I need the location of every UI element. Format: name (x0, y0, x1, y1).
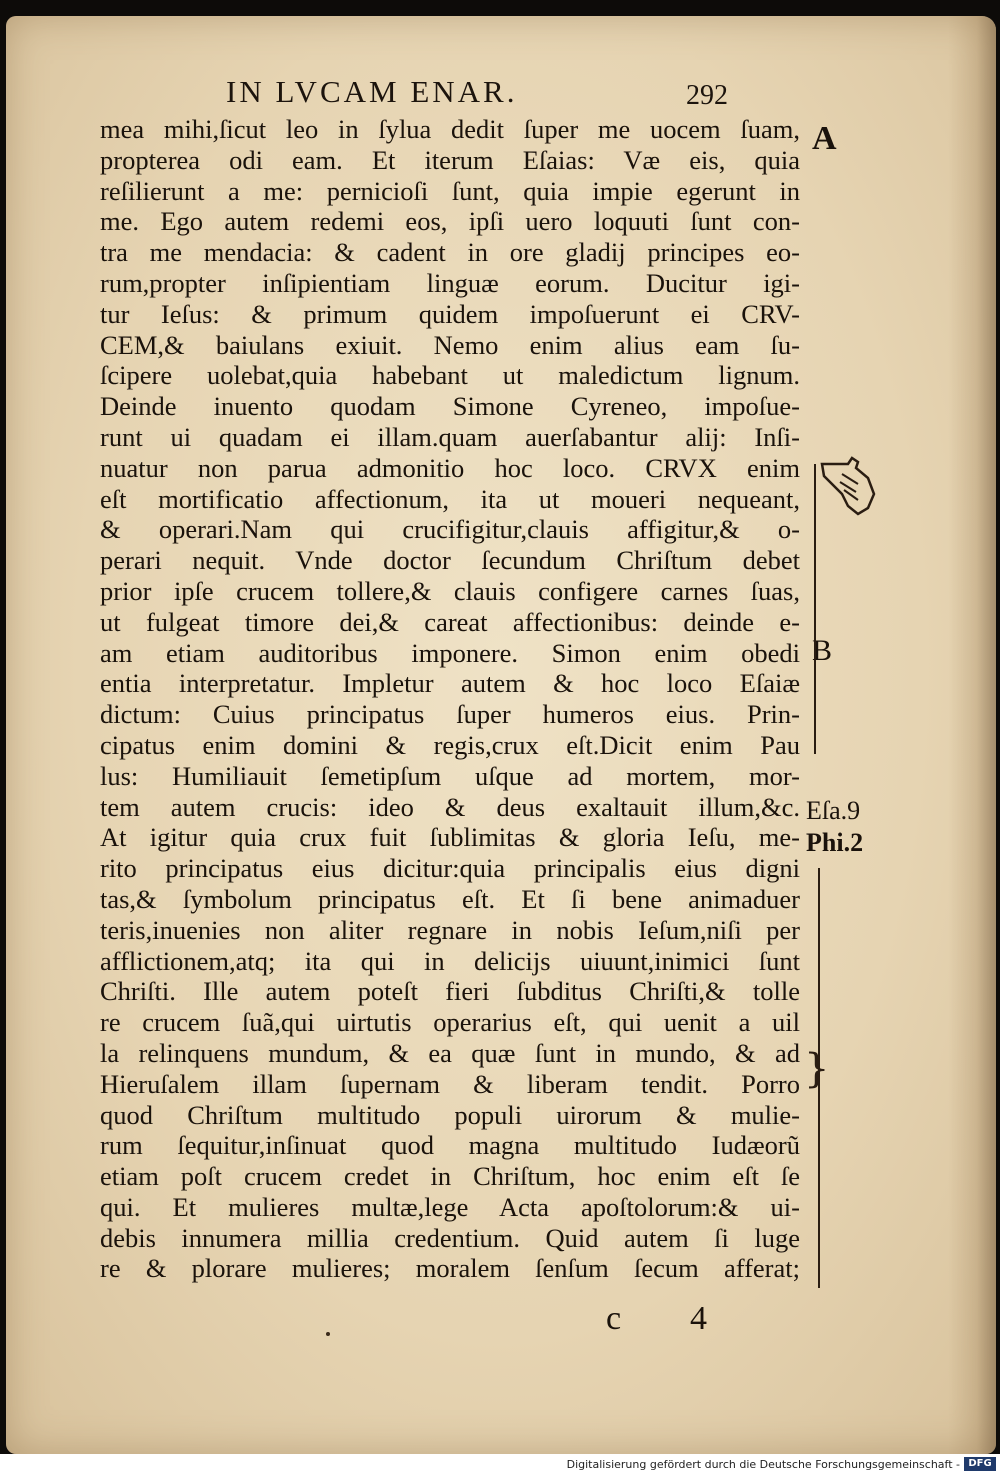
text-line: quod Chriſtum multitudo populi uirorum & mulie- (100, 1099, 800, 1130)
text-line: rum ſequitur,inſinuat quod magna multitudo Iudæorũ (100, 1130, 800, 1161)
margin-reference-esa: Eſa.9 (806, 796, 861, 825)
text-line: perari nequit. Vnde doctor ſecundum Chriſtum debet (100, 545, 800, 576)
text-line: qui. Et mulieres multæ,lege Acta apoſtolorum:& ui- (100, 1191, 800, 1222)
text-line: cipatus enim domini & regis,crux eſt.Dicit enim Pau (100, 729, 800, 760)
text-line: me. Ego autem redemi eos, ipſi uero loquuti ſunt con- (100, 206, 800, 237)
signature-number: 4 (690, 1300, 707, 1337)
margin-letter-a: A (812, 120, 837, 157)
running-head (6, 74, 996, 118)
text-line: rum,propter inſipientiam linguæ eorum. Ducitur igi- (100, 267, 800, 298)
text-line: CEM,& baiulans exiuit. Nemo enim alius eam ſu- (100, 329, 800, 360)
dfg-logo: DFG (964, 1457, 996, 1471)
digitization-footer (0, 1454, 1000, 1474)
footer-credit: Digitalisierung gefördert durch die Deutsche Forschungsgemeinschaft - (566, 1458, 960, 1471)
margin-brace-icon: } (804, 1046, 830, 1092)
text-line: teris,inuenies non aliter regnare in nobis Ieſum,niſi per (100, 914, 800, 945)
manicule-pointing-hand-icon (818, 454, 880, 520)
margin-letter-b: B (812, 634, 833, 667)
text-line: la relinquens mundum, & ea quæ ſunt in mundo, & ad (100, 1037, 800, 1068)
text-line: entia interpretatur. Impletur autem & hoc loco Eſaiæ (100, 668, 800, 699)
text-line: propterea odi eam. Et iterum Eſaias: Væ eis, quia (100, 144, 800, 175)
ink-spot (326, 1332, 330, 1336)
text-line: tem autem crucis: ideo & deus exaltauit illum,&c. (100, 791, 800, 822)
page-number: 292 (686, 80, 728, 111)
text-line: am etiam auditoribus imponere. Simon enim obedi (100, 637, 800, 668)
text-line: lus: Humiliauit ſemetipſum uſque ad mortem, mor- (100, 760, 800, 791)
text-line: afflictionem,atq; ita qui in delicijs uiuunt,inimici ſunt (100, 945, 800, 976)
text-line: mea mihi,ſicut leo in ſylua dedit ſuper me uocem ſuam, (100, 114, 800, 144)
text-line: re & plorare mulieres; moralem ſenſum ſecum afferat; (100, 1253, 800, 1284)
text-line: At igitur quia crux fuit ſublimitas & gloria Ieſu, me- (100, 822, 800, 853)
running-head-title: IN LVCAM ENAR. (226, 74, 518, 109)
body-text (100, 114, 800, 1284)
text-line: nuatur non parua admonitio hoc loco. CRVX enim (100, 452, 800, 483)
text-line: reſilierunt a me: pernicioſi ſunt, quia impie egerunt in (100, 175, 800, 206)
text-line: Deinde inuento quodam Simone Cyreneo, impoſue- (100, 391, 800, 422)
text-line: eſt mortificatio affectionum, ita ut moueri nequeant, (100, 483, 800, 514)
text-line: runt ui quadam ei illam.quam auerſabantur alij: Inſi- (100, 421, 800, 452)
signature-mark: c (606, 1300, 622, 1337)
text-line: dictum: Cuius principatus ſuper humeros eius. Prin- (100, 699, 800, 730)
text-line: Hieruſalem illam ſupernam & liberam tendit. Porro (100, 1068, 800, 1099)
page-edge-shadow (948, 16, 996, 1454)
book-page (6, 16, 996, 1454)
text-line: debis innumera millia credentium. Quid autem ſi luge (100, 1222, 800, 1253)
text-line: tra me mendacia: & cadent in ore gladij principes eo- (100, 237, 800, 268)
text-line: prior ipſe crucem tollere,& clauis configere carnes ſuas, (100, 575, 800, 606)
text-line: Chriſti. Ille autem poteſt fieri ſubditus Chriſti,& tolle (100, 976, 800, 1007)
margin-bracket (814, 464, 816, 754)
text-line: etiam poſt crucem credet in Chriſtum, hoc enim eſt ſe (100, 1161, 800, 1192)
text-line: ſcipere uolebat,quia habebant ut maledictum lignum. (100, 360, 800, 391)
text-line: ut fulgeat timore dei,& careat affectionibus: deinde e- (100, 606, 800, 637)
margin-reference-phi: Phi.2 (806, 828, 864, 857)
text-line: tur Ieſus: & primum quidem impoſuerunt ei CRV- (100, 298, 800, 329)
text-line: & operari.Nam qui crucifigitur,clauis affigitur,& o- (100, 514, 800, 545)
text-line: re crucem ſuã,qui uirtutis operarius eſt, qui uenit a uil (100, 1007, 800, 1038)
text-line: tas,& ſymbolum principatus eſt. Et ſi bene animaduer (100, 883, 800, 914)
text-line: rito principatus eius dicitur:quia principalis eius digni (100, 853, 800, 884)
